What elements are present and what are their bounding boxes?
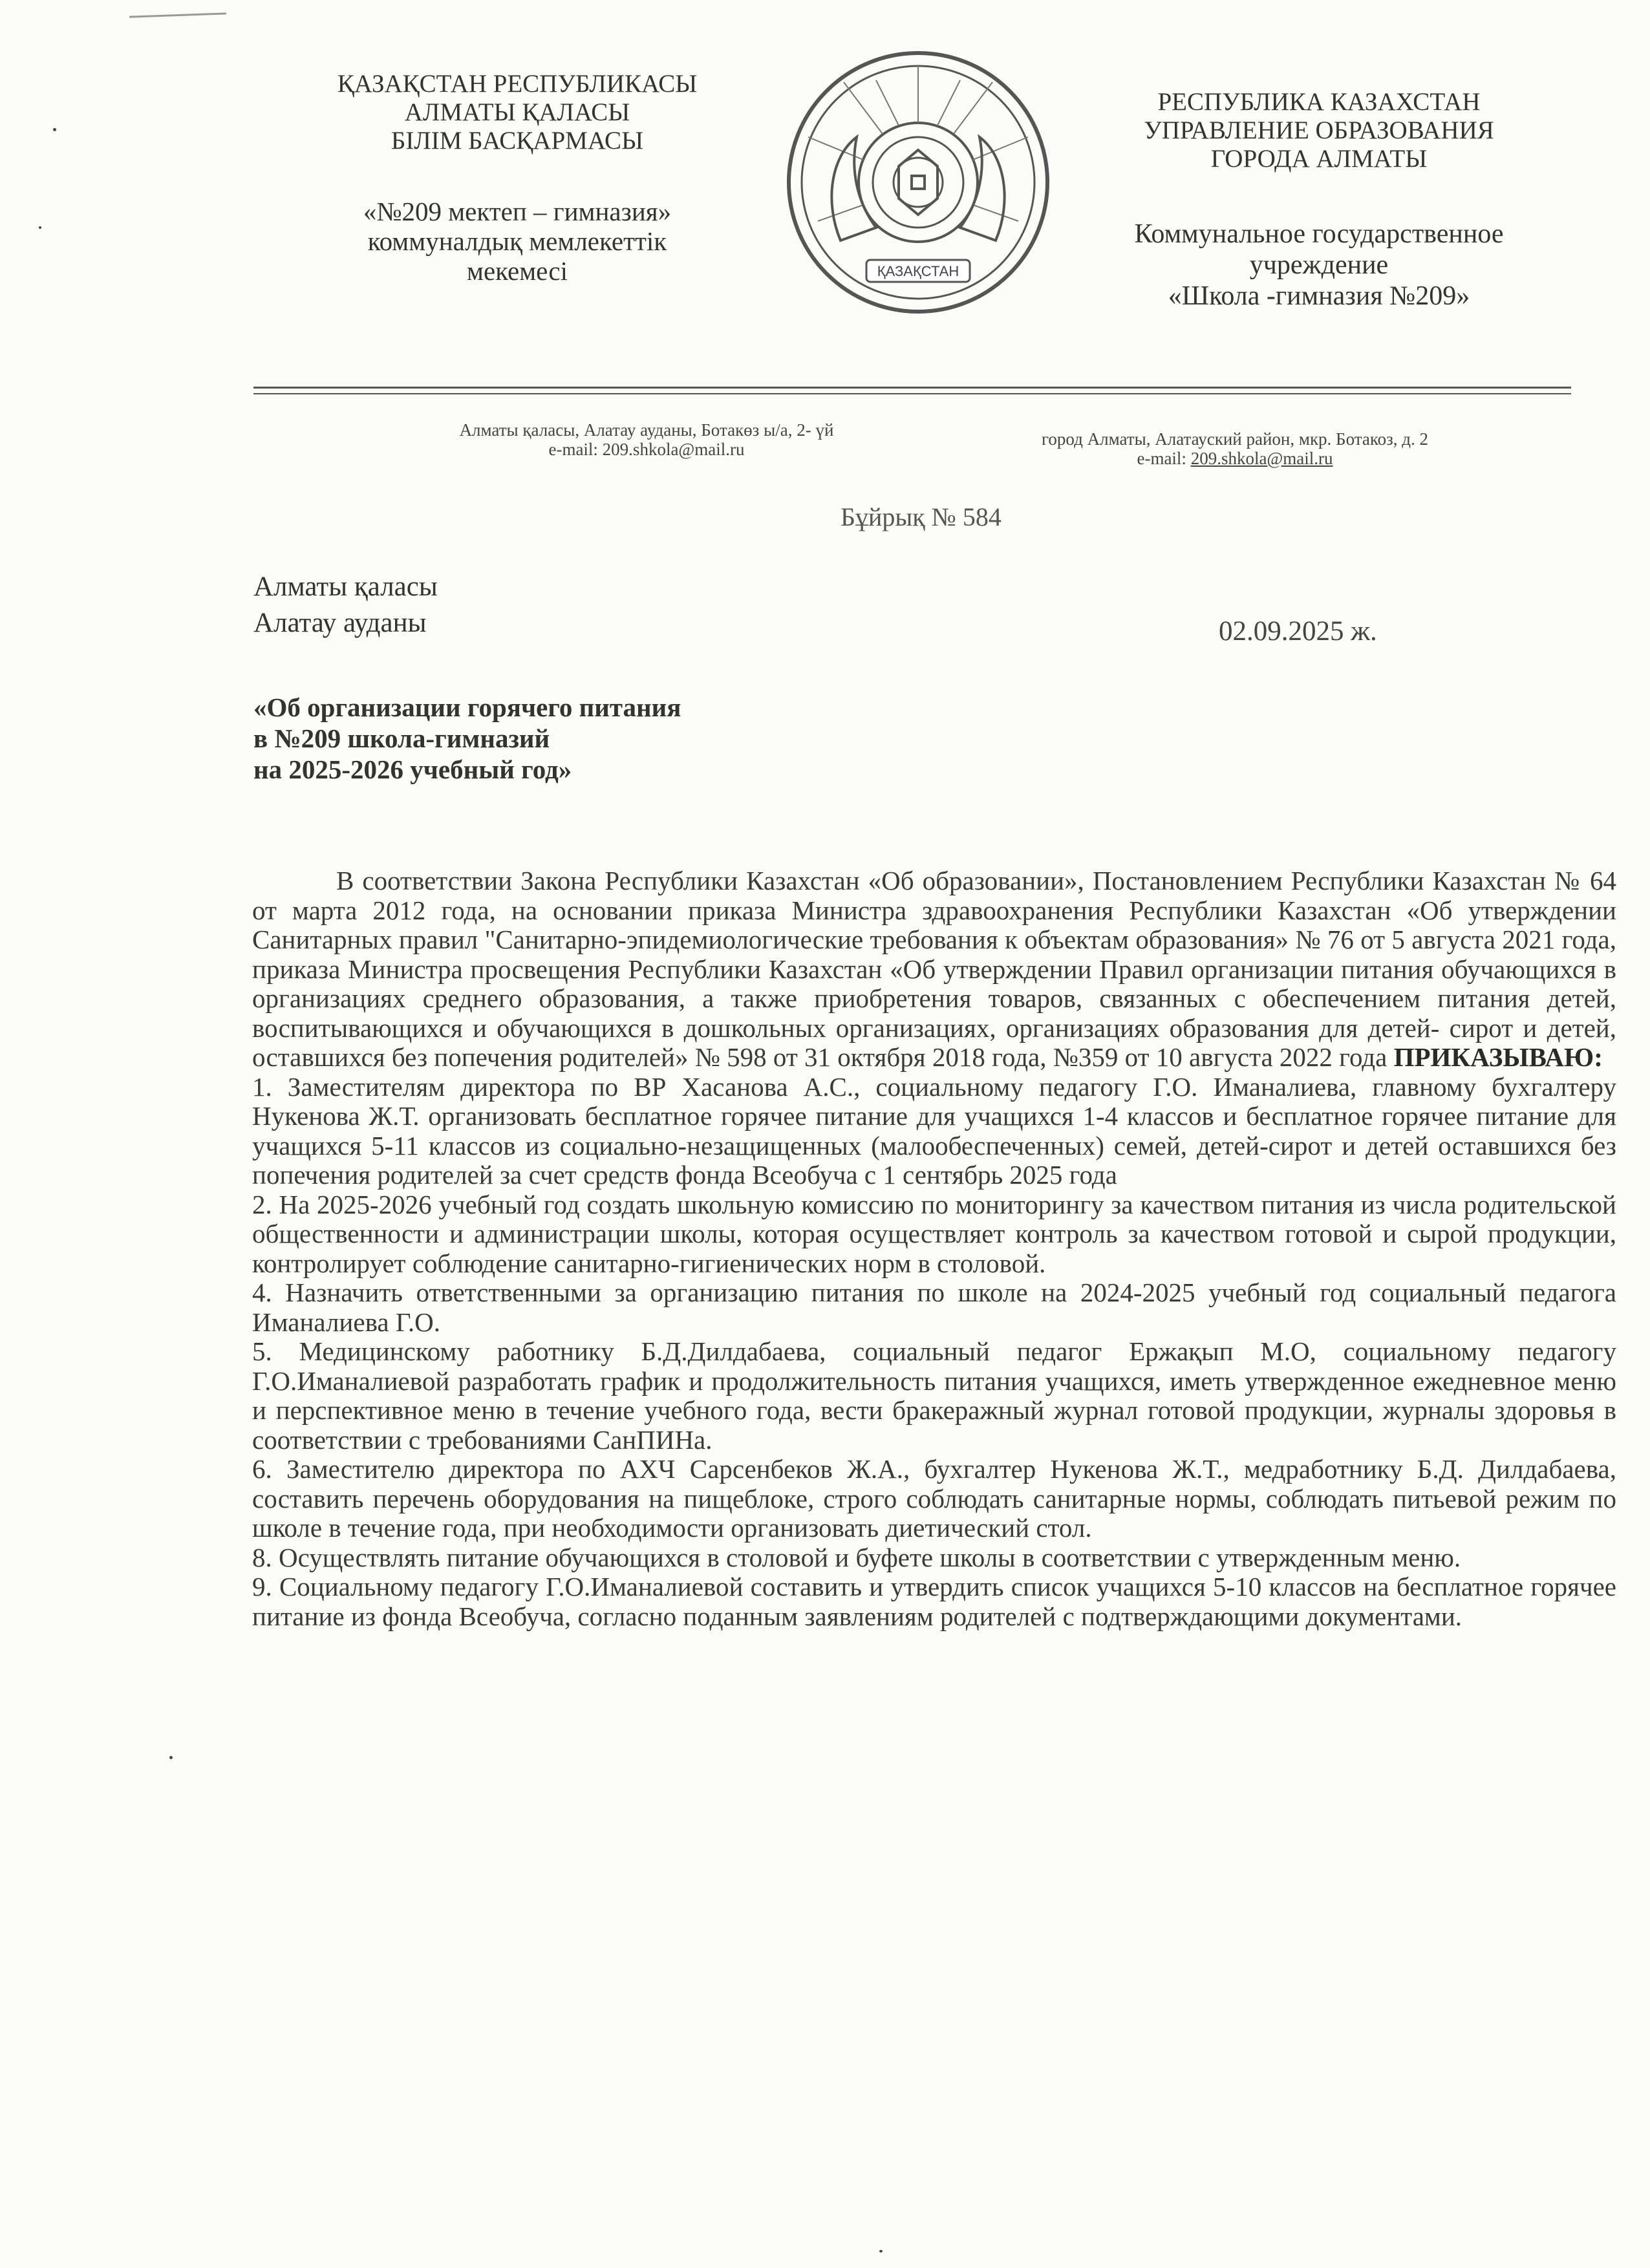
place-district: Алатау ауданы (253, 608, 427, 638)
header-right-org-line: «Школа -гимназия №209» (1168, 281, 1470, 311)
header-left-line: АЛМАТЫ ҚАЛАСЫ (404, 98, 630, 126)
address-right-email: 209.shkola@mail.ru (1190, 449, 1333, 468)
header-russian (1073, 88, 1565, 312)
address-right-line: город Алматы, Алатауский район, мкр. Ботакоз, д. 2 (1042, 429, 1428, 449)
scan-speck (879, 2250, 883, 2252)
title-line: на 2025-2026 учебный год» (253, 754, 572, 784)
order-item: 4. Назначить ответственными за организацию питания по школе на 2024-2025 учебный год социальный педагога Иманалиева Г.О. (252, 1278, 1616, 1337)
order-body (252, 866, 1616, 1631)
header-right-line: РЕСПУБЛИКА КАЗАХСТАН (1157, 88, 1481, 116)
address-kazakh (388, 420, 905, 459)
scan-speck (169, 1756, 173, 1759)
header-left-org-line: мекемесі (467, 256, 568, 286)
address-right-email-row (931, 449, 1539, 468)
address-right-email-label: e-mail: (1137, 449, 1191, 468)
header-divider (253, 387, 1571, 389)
scan-speck (39, 226, 41, 229)
order-number: Бұйрық № 584 (841, 502, 1002, 531)
intro-paragraph (252, 866, 1616, 1073)
header-right-org-line: учреждение (1249, 250, 1389, 280)
state-emblem-icon (779, 47, 1057, 318)
order-item: 2. На 2025-2026 учебный год создать школьную комиссию по мониторингу за качеством питания из числа родительской общественности и администрации школы, которая осуществляет контроль за качеством готовой и сырой продукции, контролирует соблюдение санитарно-гигиенических норм в столовой. (252, 1189, 1616, 1278)
header-left-line: БІЛІМ БАСҚАРМАСЫ (391, 127, 644, 155)
emblem-text: ҚАЗАҚСТАН (877, 263, 959, 279)
title-line: в №209 школа-гимназий (253, 723, 550, 753)
command-word: ПРИКАЗЫВАЮ: (1393, 1042, 1603, 1072)
header-kazakh (278, 70, 756, 286)
order-title (253, 692, 681, 785)
header-right-org (1073, 219, 1565, 312)
order-item: 8. Осуществлять питание обучающихся в столовой и буфете школы в соответствии с утвержденным меню. (252, 1542, 1461, 1572)
scan-speck (53, 128, 56, 131)
header-right-org-line: Коммунальное государственное (1134, 219, 1504, 249)
address-left-line: Алматы қаласы, Алатау ауданы, Ботакөз ы/а, 2- үй (459, 420, 834, 440)
place-city: Алматы қаласы (253, 572, 438, 602)
title-line: «Об организации горячего питания (253, 692, 681, 722)
order-item: 1. Заместителям директора по ВР Хасанова А.С., социальному педагогу Г.О. Иманалиева, главному бухгалтеру Нукенова Ж.Т. организовать бесплатное горячее питание для учащихся 1-4 классов и бесплатное горячее питание для учащихся 5-11 классов из социально-незащищенных (малообеспеченных) семей, детей-сирот и детей оставшихся без попечения родителей за счет средств фонда Всеобуча с 1 сентябрь 2025 года (252, 1071, 1616, 1190)
intro-text: В соответствии Закона Республики Казахстан «Об образовании», Постановлением Республики Казахстан № 64 от марта 2012 года, на основании приказа Министра здравоохранения Республики Казахстан «Об утверждении Санитарных правил "Санитарно-эпидемиологические требования к объектам образования» № 76 от 5 августа 2021 года, приказа Министра просвещения Республики Казахстан «Об утверждении Правил организации питания обучающихся в организациях среднего образования, а также приобретения товаров, связанных с обеспечением питания детей, воспитывающихся и обучающихся в дошкольных организациях, организациях образования для детей- сирот и детей, оставшихся без попечения родителей» № 598 от 31 октября 2018 года, №359 от 10 августа 2022 года (252, 866, 1616, 1072)
header-left-org (278, 197, 756, 286)
address-left-email: e-mail: 209.shkola@mail.ru (548, 440, 745, 459)
order-item: 6. Заместителю директора по АХЧ Сарсенбеков Ж.А., бухгалтер Нукенова Ж.Т., медработнику Б.Д. Дилдабаева, составить перечень оборудования на пищеблоке, строго соблюдать санитарные нормы, соблюдать питьевой режим по школе в течение года, при необходимости организовать диетический стол. (252, 1454, 1616, 1543)
place (253, 569, 438, 641)
header-left-org-line: «№209 мектеп – гимназия» (363, 197, 672, 226)
header-divider-thin (253, 393, 1571, 394)
header-left-org-line: коммуналдық мемлекеттік (367, 226, 667, 256)
header-left-line: ҚАЗАҚСТАН РЕСПУБЛИКАСЫ (337, 70, 698, 98)
order-item: 5. Медицинскому работнику Б.Д.Дилдабаева, социальный педагог Ержақып М.О, социальному педагогу Г.О.Иманалиевой разработать график и продолжительность питания учащихся, иметь утвержденное ежедневное меню и перспективное меню в течение учебного года, вести бракеражный журнал готовой продукции, журналы здоровья в соответствии с требованиями СанПИНа. (252, 1336, 1616, 1455)
scan-scratch (129, 12, 226, 17)
address-russian (931, 429, 1539, 468)
header-right-line: УПРАВЛЕНИЕ ОБРАЗОВАНИЯ (1144, 116, 1494, 144)
order-date: 02.09.2025 ж. (1219, 616, 1377, 647)
header-right-line: ГОРОДА АЛМАТЫ (1210, 145, 1428, 173)
order-item: 9. Социальному педагогу Г.О.Иманалиевой составить и утвердить список учащихся 5-10 классов на бесплатное горячее питание из фонда Всеобуча, согласно поданным заявлениям родителей с подтверждающими документами. (252, 1572, 1616, 1631)
